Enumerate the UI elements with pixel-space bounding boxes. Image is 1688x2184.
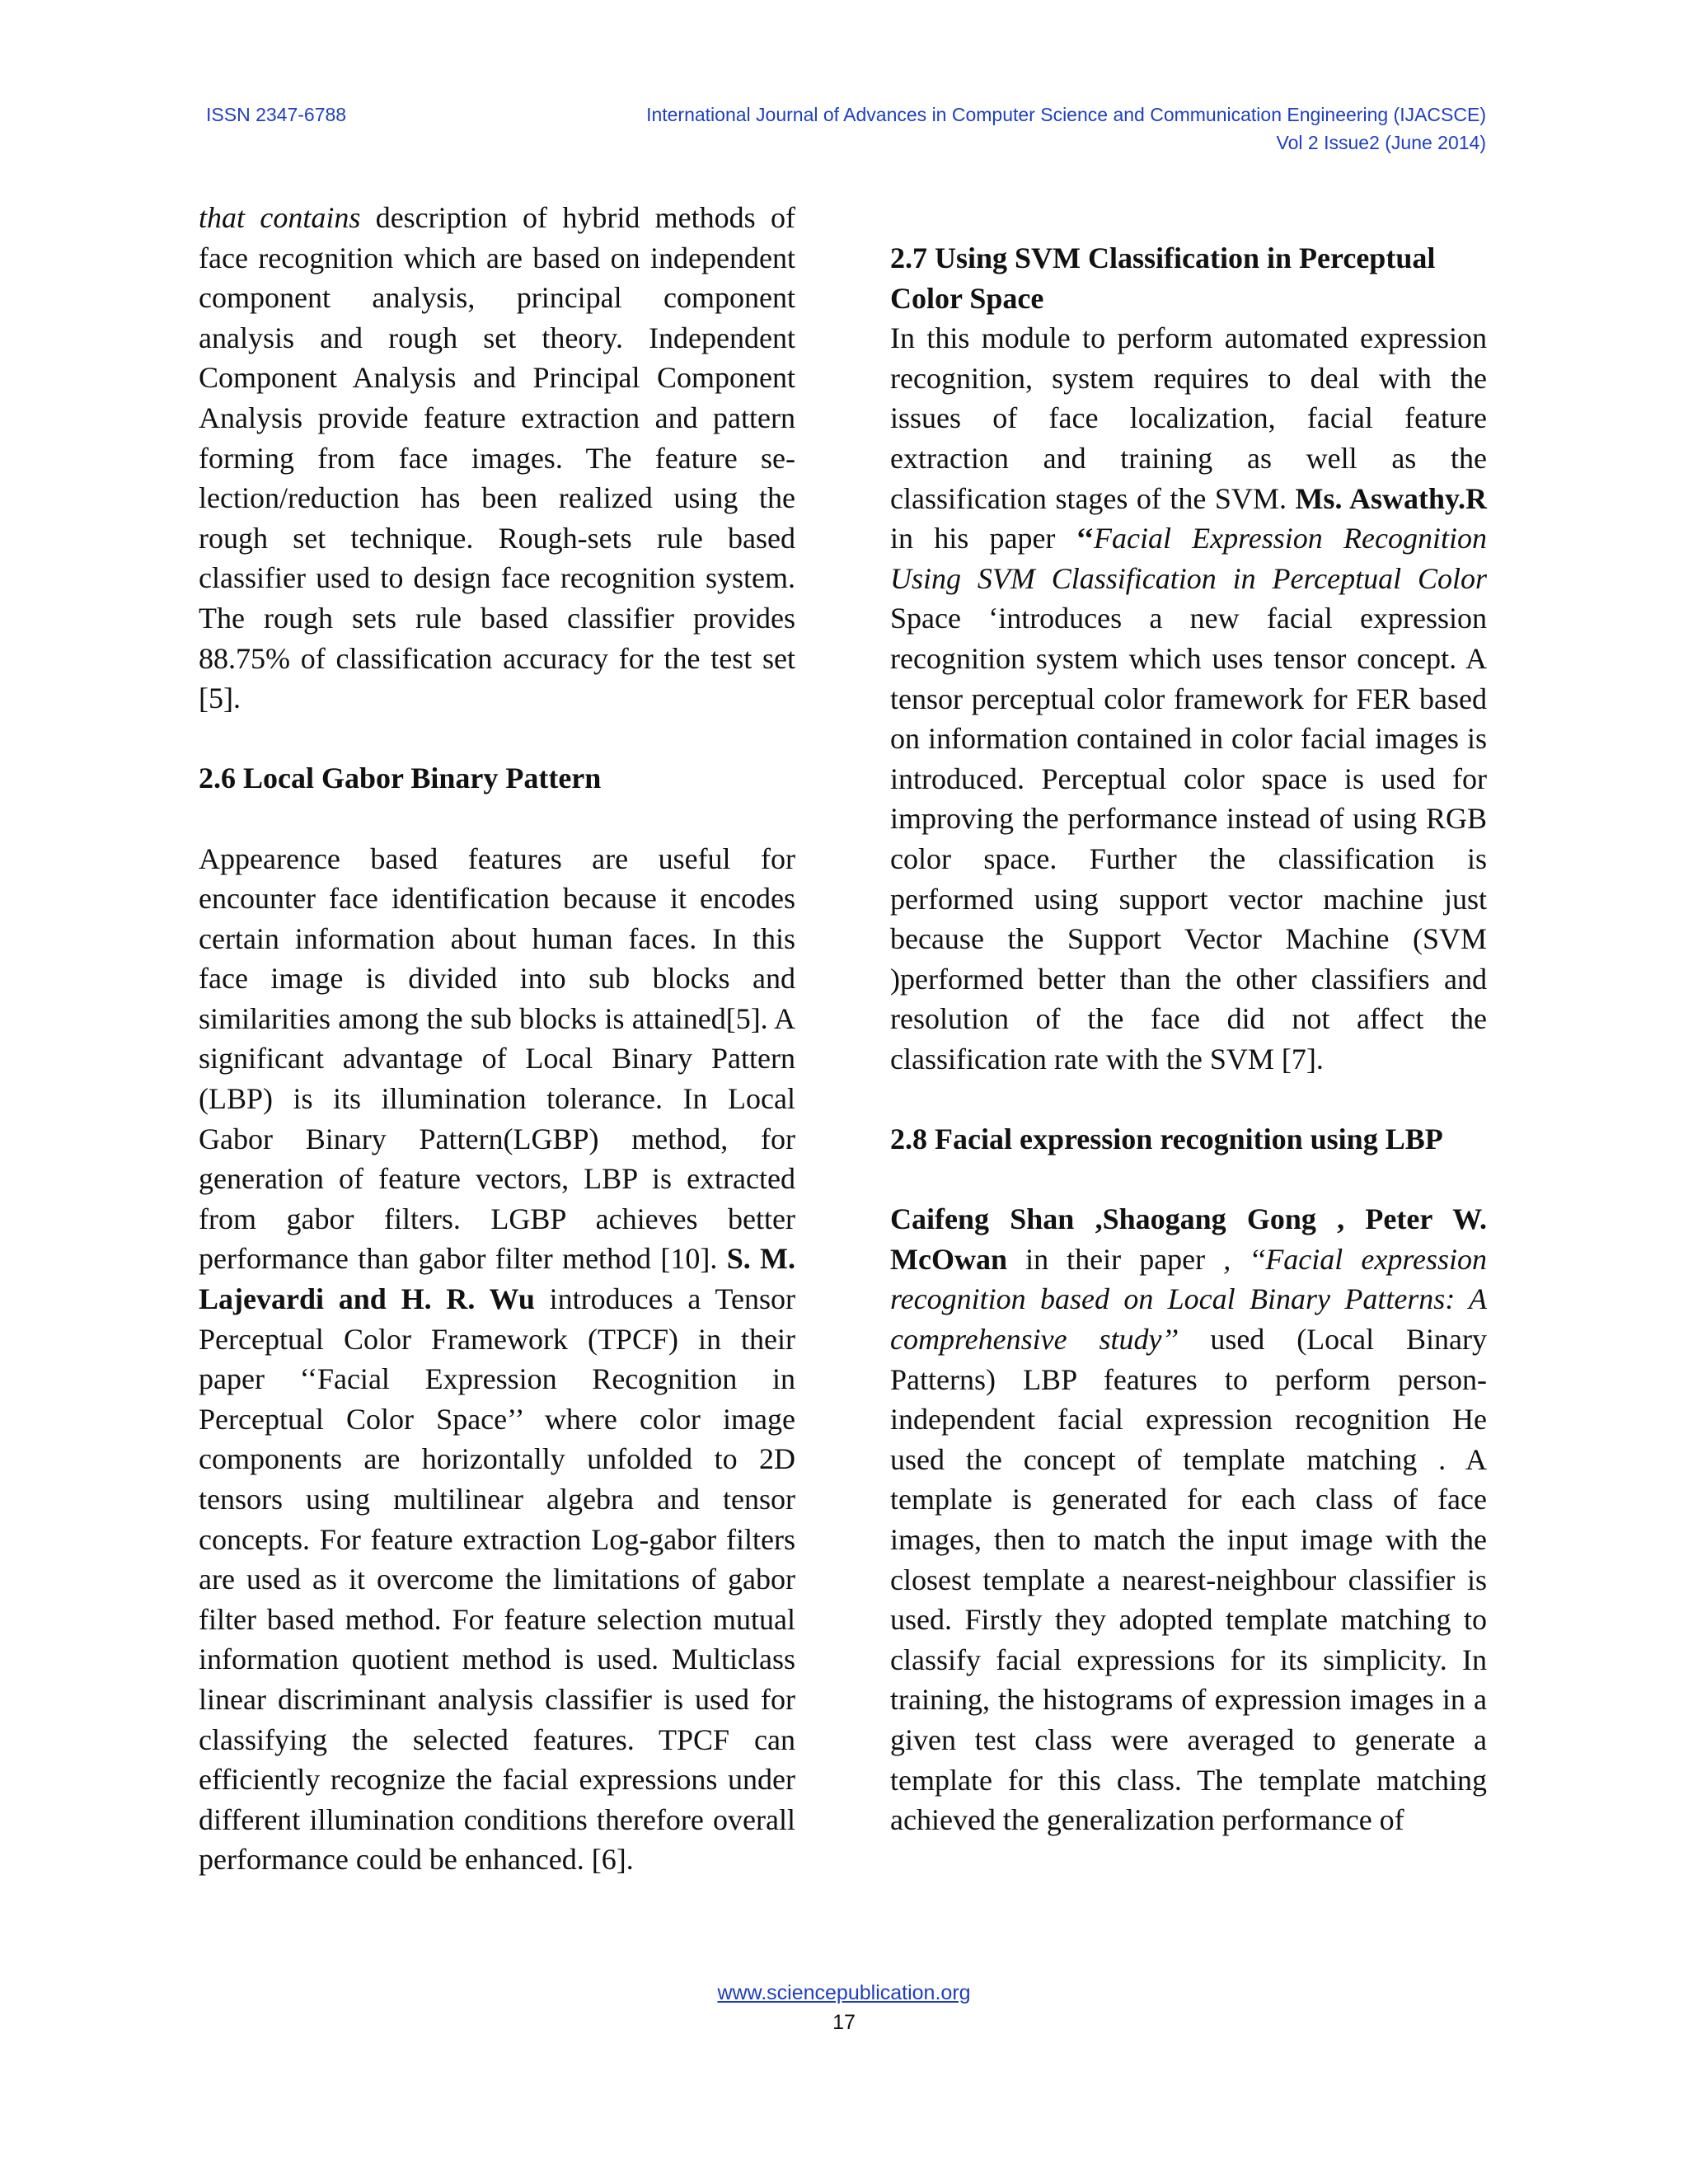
paragraph-text: Space ‘introduces a new facial expression recognition system which uses tensor concept. A tensor perceptual color framework for FER based on information contained in color facial images is introduced. Perceptual color space is used for improving the performance instead of using RGB color space. Further the classification is performed using support vector machine just because the Support Vector Machine (SVM )performed better than the other classifiers and resolution of the face did not affect the classification rate with the SVM [7]. [890, 602, 1487, 1076]
left-column [199, 198, 795, 1880]
emphasis-text: that contains [199, 201, 361, 234]
paragraph-text: in his paper [890, 522, 1076, 555]
section-heading-2-7: 2.7 Using SVM Classification in Perceptual Color Space [890, 241, 1436, 315]
paragraph-text: Appearence based features are useful for encounter face identification because it encodes certain information about human faces. In this face image is divided into sub blocks and similarities among the sub blocks is attained[5]. A significant advantage of Local Binary Pattern (LBP) is its illumination tolerance. In Local Gabor Binary Pattern(LGBP) method, for generation of feature vectors, LBP is extracted from gabor filters. LGBP achieves better performance than gabor filter method [10]. [199, 841, 795, 1276]
section-heading-2-6: 2.6 Local Gabor Binary Pattern [199, 762, 602, 795]
right-column [890, 238, 1487, 1840]
paragraph-hybrid-methods [199, 198, 795, 719]
paragraph-text: in their paper [1006, 1242, 1224, 1276]
section-heading-2-8: 2.8 Facial expression recognition using LBP [890, 1122, 1443, 1156]
paragraph-svm [890, 318, 1487, 1079]
paper-title: , ‘‘Facial expression recognition based on Local Binary Patterns: A comprehensive study’’ [890, 1242, 1488, 1357]
quote-mark: ‘‘ [1076, 522, 1094, 555]
journal-volume: Vol 2 Issue2 (June 2014) [1276, 132, 1486, 153]
issn: ISSN 2347-6788 [206, 104, 347, 125]
author-names: S. M. Lajevardi and H. R. Wu [199, 1242, 796, 1316]
journal-header [415, 101, 1486, 157]
paragraph-text: description of hybrid methods of face recognition which are based on independent component analysis, principal component analysis and rough set theory. Independent Component Analysis and Principal Component Analysis provide feature extraction and pattern forming from face images. The feature se-lection/reduction has been realized using the rough set technique. Rough-sets rule based classifier used to design face recognition system. The rough sets rule based classifier provides 88.75% of classification accuracy for the test set [5]. [199, 201, 795, 715]
page-number: 17 [832, 2011, 856, 2034]
paper-title: Facial Expression Recognition Using SVM Classification in Perceptual Color [890, 522, 1487, 595]
paragraph-lgbp [199, 839, 795, 1880]
journal-title: International Journal of Advances in Computer Science and Communication Engineering (IJACSCE) [646, 104, 1486, 125]
author-names: Caifeng Shan ,Shaogang Gong , Peter W. McOwan [890, 1202, 1487, 1276]
author-names: Ms. Aswathy.R [1295, 481, 1487, 515]
paragraph-text: used (Local Binary Patterns) LBP features to perform person-independent facial expression recognition He used the concept of template matching . A template is generated for each class of face images, then to match the input image with the closest template a nearest-neighbour classifier is used. Firstly they adopted template matching to classify facial expressions for its simplicity. In training, the histograms of expression images in a given test class were averaged to generate a template for this class. The template matching achieved the generalization performance of [890, 1323, 1487, 1837]
paragraph-text: In this module to perform automated expression recognition, system requires to deal with the issues of face localization, facial feature extraction and training as well as the classification stages of the SVM. [890, 321, 1487, 515]
paragraph-text: introduces a Tensor Perceptual Color Framework (TPCF) in their paper ‘‘Facial Expression Recognition in Perceptual Color Space’’ where color image components are horizontally unfolded to 2D tensors using multilinear algebra and tensor concepts. For feature extraction Log-gabor filters are used as it overcome the limitations of gabor filter based method. For feature selection mutual information quotient method is used. Multiclass linear discriminant analysis classifier is used for classifying the selected features. TPCF can efficiently recognize the facial expressions under different illumination conditions therefore overall performance could be enhanced. [6]. [199, 1282, 795, 1877]
footer-url-link[interactable]: www.sciencepublication.org [717, 1981, 971, 2004]
paragraph-lbp [890, 1199, 1487, 1840]
